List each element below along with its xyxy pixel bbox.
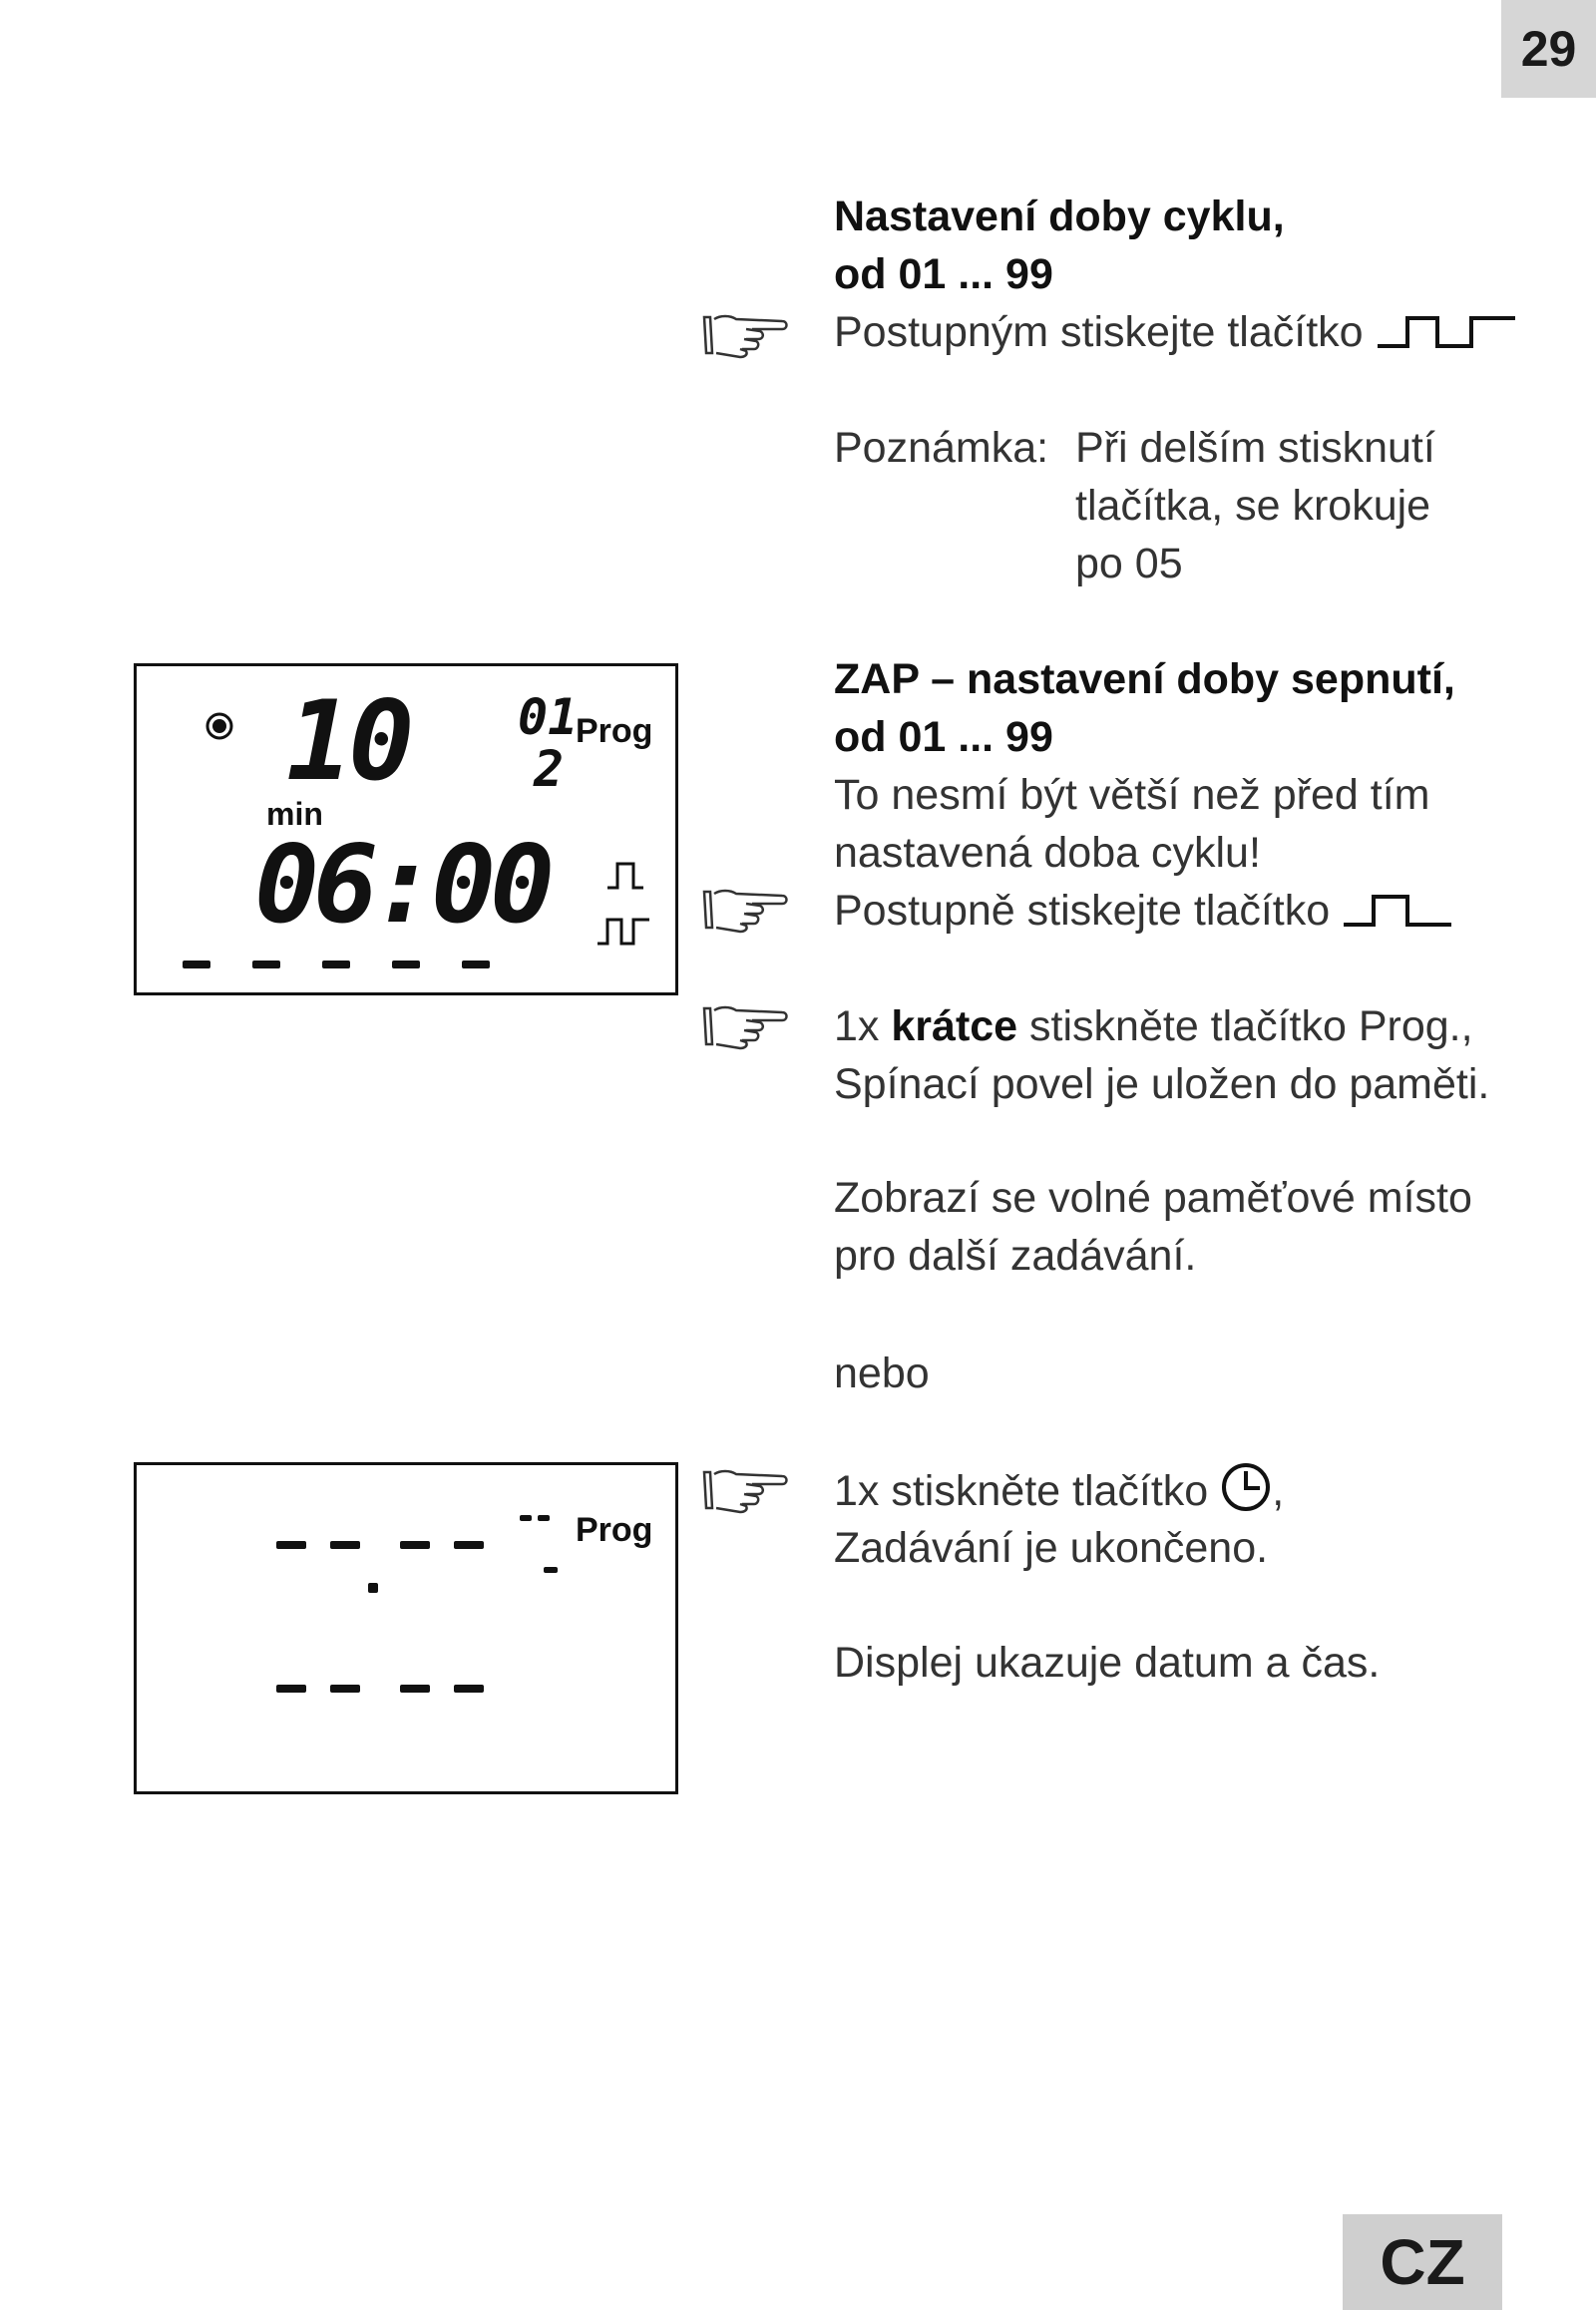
section2-instruction — [834, 882, 1456, 940]
lcd-prog-label: Prog — [576, 712, 653, 750]
section4-line2: pro další zadávání. — [834, 1232, 1197, 1280]
section5-line3: Displej ukazuje datum a čas. — [834, 1639, 1381, 1687]
section1-title-line2: od 01 ... 99 — [834, 250, 1053, 298]
section3-line2: Spínací povel je uložen do paměti. — [834, 1060, 1490, 1108]
lcd-dash — [322, 961, 350, 968]
note-line3: po 05 — [1075, 540, 1183, 587]
section3-rest: stiskněte tlačítko Prog., — [1017, 1002, 1473, 1050]
section3-prefix: 1x — [834, 1002, 892, 1050]
cycle-pulse-icon — [596, 914, 651, 950]
lcd-time: 06:00 — [254, 823, 550, 948]
section2-text-line2: nastavená doba cyklu! — [834, 829, 1261, 877]
section5-line1-suffix: , — [1272, 1467, 1285, 1515]
lcd-dash — [276, 1685, 306, 1693]
section4-line1: Zobrazí se volné paměťové místo — [834, 1174, 1472, 1222]
lcd-dash — [183, 961, 210, 968]
lcd-dash — [400, 1541, 430, 1549]
lcd-prog-label: Prog — [576, 1511, 653, 1549]
section3-bold-word: krátce — [891, 1002, 1018, 1050]
note-label: Poznámka: — [834, 424, 1049, 472]
note-line1: Při delším stisknutí — [1075, 424, 1435, 472]
lcd-dash — [454, 1541, 484, 1549]
single-pulse-icon — [605, 858, 645, 894]
lcd-prog-number-top: 01 — [518, 688, 579, 746]
lcd-dash — [392, 961, 420, 968]
lcd-dash — [252, 961, 280, 968]
lcd-dash — [538, 1515, 550, 1521]
section5-line1 — [834, 1461, 1284, 1520]
lcd-dash — [520, 1515, 532, 1521]
section2-title-line2: od 01 ... 99 — [834, 713, 1053, 761]
lcd-dash — [330, 1541, 360, 1549]
section2-title-line1: ZAP – nastavení doby sepnutí, — [834, 655, 1455, 703]
section2-instruction-text: Postupně stiskejte tlačítko — [834, 887, 1331, 935]
pointing-hand-icon — [700, 1464, 790, 1514]
radio-dot-icon — [204, 711, 234, 741]
section1-instruction-text: Postupným stiskejte tlačítko — [834, 308, 1364, 356]
cycle-pulse-icon — [1376, 312, 1520, 352]
section1-instruction — [834, 303, 1520, 361]
single-pulse-icon — [1342, 891, 1456, 931]
lcd-big-value: 10 — [286, 677, 411, 805]
page-number: 29 — [1501, 0, 1596, 98]
or-text: nebo — [834, 1349, 930, 1397]
pointing-hand-icon — [700, 1000, 790, 1050]
lcd-display-empty — [134, 1462, 678, 1794]
lcd-dash — [400, 1685, 430, 1693]
lcd-dash — [330, 1685, 360, 1693]
clock-icon — [1220, 1461, 1272, 1513]
section2-text-line1: To nesmí být větší než před tím — [834, 771, 1430, 819]
language-tab: CZ — [1343, 2214, 1502, 2310]
lcd-dash — [544, 1567, 558, 1573]
lcd-display-program — [134, 663, 678, 995]
section1-title-line1: Nastavení doby cyklu, — [834, 192, 1285, 240]
note-line2: tlačítka, se krokuje — [1075, 482, 1431, 530]
lcd-dash — [454, 1685, 484, 1693]
pointing-hand-icon — [700, 884, 790, 934]
pointing-hand-icon — [700, 309, 790, 359]
lcd-prog-number-bottom: 2 — [534, 740, 565, 798]
section3-line1 — [834, 997, 1473, 1055]
section5-line2: Zadávání je ukončeno. — [834, 1524, 1269, 1572]
lcd-dash — [462, 961, 490, 968]
lcd-colon-dot — [368, 1583, 378, 1593]
lcd-dash — [276, 1541, 306, 1549]
lcd-unit-label: min — [266, 796, 323, 832]
section5-line1-text: 1x stiskněte tlačítko — [834, 1467, 1209, 1515]
